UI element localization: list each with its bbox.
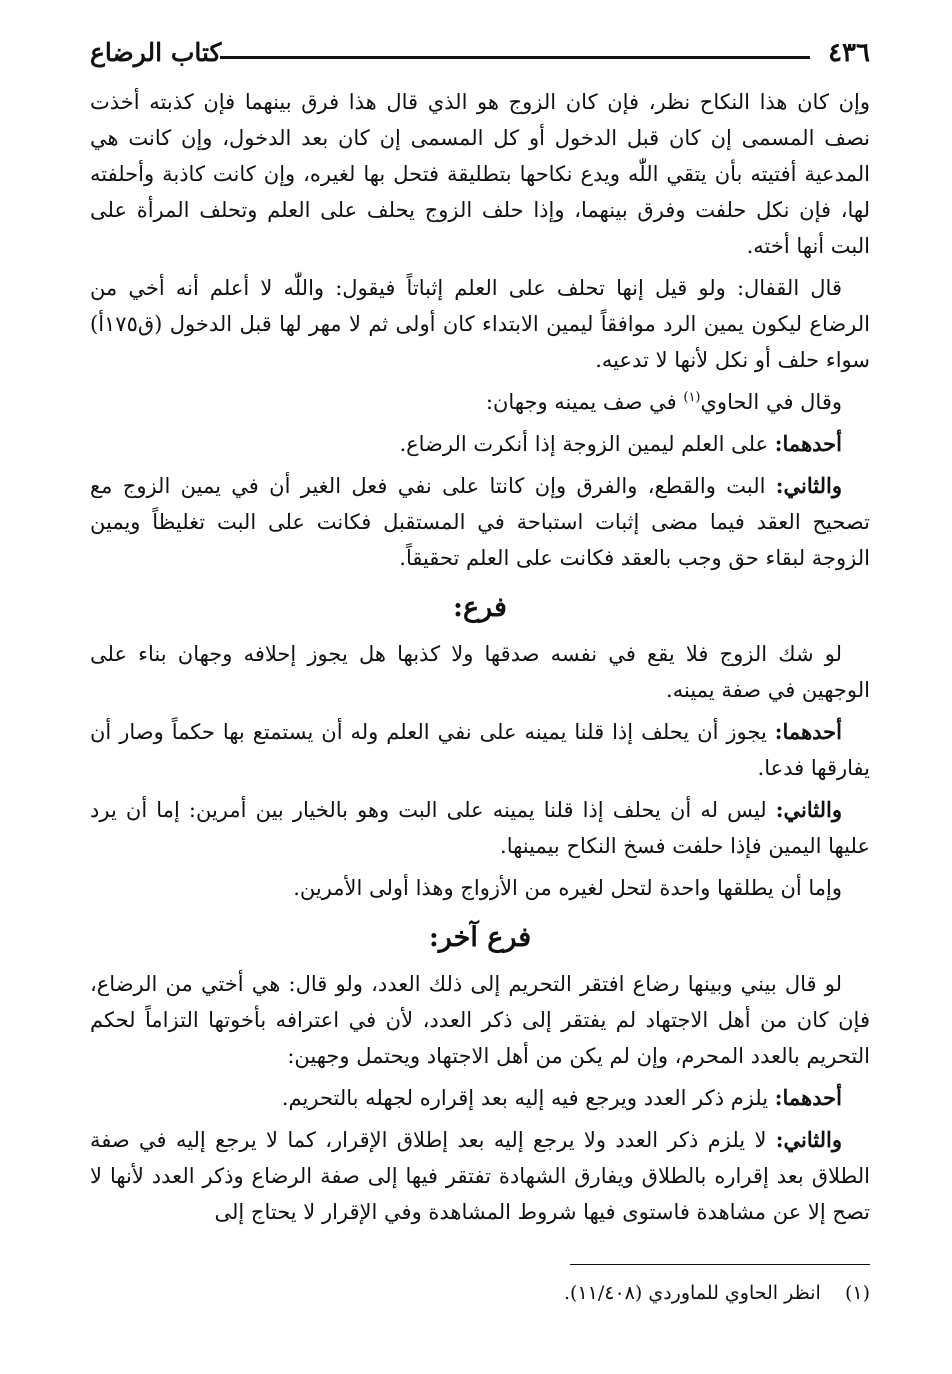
footnote-ref: (١): [683, 390, 701, 405]
page-number: ٤٣٦: [828, 38, 870, 68]
paragraph-text: يلزم ذكر العدد ويرجع فيه إليه بعد إقراره لجهله بالتحريم.: [281, 1086, 775, 1110]
footnote-text: [564, 1282, 870, 1304]
section-heading: فرع آخر:: [428, 922, 532, 953]
keyword: والثاني:: [775, 797, 842, 822]
paragraph-text: ليس له أن يحلف إذا قلنا يمينه على البت وهو بالخيار بين أمرين: إما أن يرد عليها اليمين فإذا حلفت فسخ النكاح بيمينها.: [90, 798, 870, 858]
header-rule: [220, 56, 810, 59]
keyword: والثاني:: [775, 1127, 842, 1152]
paragraph: لو شك الزوج فلا يقع في نفسه صدقها ولا كذبها هل يجوز إحلافه وجهان بناء على الوجهين في صفة يمينه.: [90, 642, 870, 702]
paragraph: [90, 1080, 870, 1116]
page-header: [90, 34, 870, 76]
paragraph: قال القفال: ولو قيل إنها تحلف على العلم إثباتاً فيقول: واللّٰه لا أعلم أنه أخي من الرضاع ليكون يمين الرد موافقاً ليمين الابتداء كان أولى ثم لا مهر لها قبل الدخول (ق١٧٥أ) سواء حلف أو نكل لأنها لا تدعيه.: [90, 276, 870, 372]
paragraph: [90, 792, 870, 864]
paragraph-text: على العلم ليمين الزوجة إذا أنكرت الرضاع.: [399, 432, 775, 456]
running-title: كتاب الرضاع: [90, 38, 222, 67]
keyword: أحدهما:: [774, 431, 842, 456]
footnote-content: انظر الحاوي للماوردي (١١/٤٠٨).: [564, 1282, 821, 1304]
keyword: أحدهما:: [774, 719, 842, 744]
paragraph: [90, 384, 870, 420]
keyword: والثاني:: [775, 473, 842, 498]
paragraph: وإن كان هذا النكاح نظر، فإن كان الزوج هو الذي قال هذا فرق بينهما فإن كذبته أخذت نصف المسمى إن كان قبل الدخول أو كل المسمى إن كان بعد الدخول، وإن كانت هي المدعية أفتيته بأن يتقي اللّٰه ويدع نكاحها بتطليقة فتحل بها لغيره، وإن كانت كاذبة وأحلفته لها، فإن نكل حلفت وفرق بينهما، وإذا حلف الزوج يحلف على العلم وتحلف المرأة على البت أنها أخته.: [90, 90, 870, 258]
paragraph-text: وقال في الحاوي: [700, 390, 842, 414]
paragraph: وإما أن يطلقها واحدة لتحل لغيره من الأزواج وهذا أولى الأمرين.: [293, 876, 842, 900]
paragraph-text: يجوز أن يحلف إذا قلنا يمينه على نفي العلم وله أن يستمتع بها حكماً وصار أن يفارقها فدعا.: [90, 720, 870, 780]
paragraph: [90, 714, 870, 786]
paragraph: لو قال بيني وبينها رضاع افتقر التحريم إلى ذلك العدد، ولو قال: هي أختي من الرضاع، فإن كان من أهل الاجتهاد لم يفتقر إلى ذكر العدد، لأن في اعترافه بأخوتها التزاماً لحكم التحريم بالعدد المحرم، وإن لم يكن من أهل الاجتهاد ويحتمل وجهين:: [90, 972, 870, 1068]
paragraph: [90, 1122, 870, 1230]
paragraph-text: البت والقطع، والفرق وإن كانتا على نفي فعل الغير أن في يمين الزوج مع تصحيح العقد فيما مضى إثبات استباحة في المستقبل فكانت على البت تغليظاً ويمين الزوجة لبقاء حق وجب بالعقد فكانت على العلم تحقيقاً.: [90, 474, 870, 570]
footnote-rule: [570, 1264, 870, 1265]
footnote-number: (١): [844, 1282, 870, 1304]
page-body: [90, 84, 870, 1236]
paragraph-text: في صف يمينه وجهان:: [485, 390, 684, 414]
paragraph-text: لا يلزم ذكر العدد ولا يرجع إليه بعد إطلاق الإقرار، كما لا يرجع إليه في صفة الطلاق بعد إقراره بالطلاق ويفارق الشهادة تفتقر فيها إلى صفة الرضاع وذكر العدد لأنها لا تصح إلا عن مشاهدة فاستوى فيها شروط المشاهدة وفي الإقرار لا يحتاج إلى: [90, 1128, 870, 1224]
paragraph: [90, 426, 870, 462]
paragraph: [90, 468, 870, 576]
keyword: أحدهما:: [774, 1085, 842, 1110]
section-heading: فرع:: [453, 592, 507, 623]
